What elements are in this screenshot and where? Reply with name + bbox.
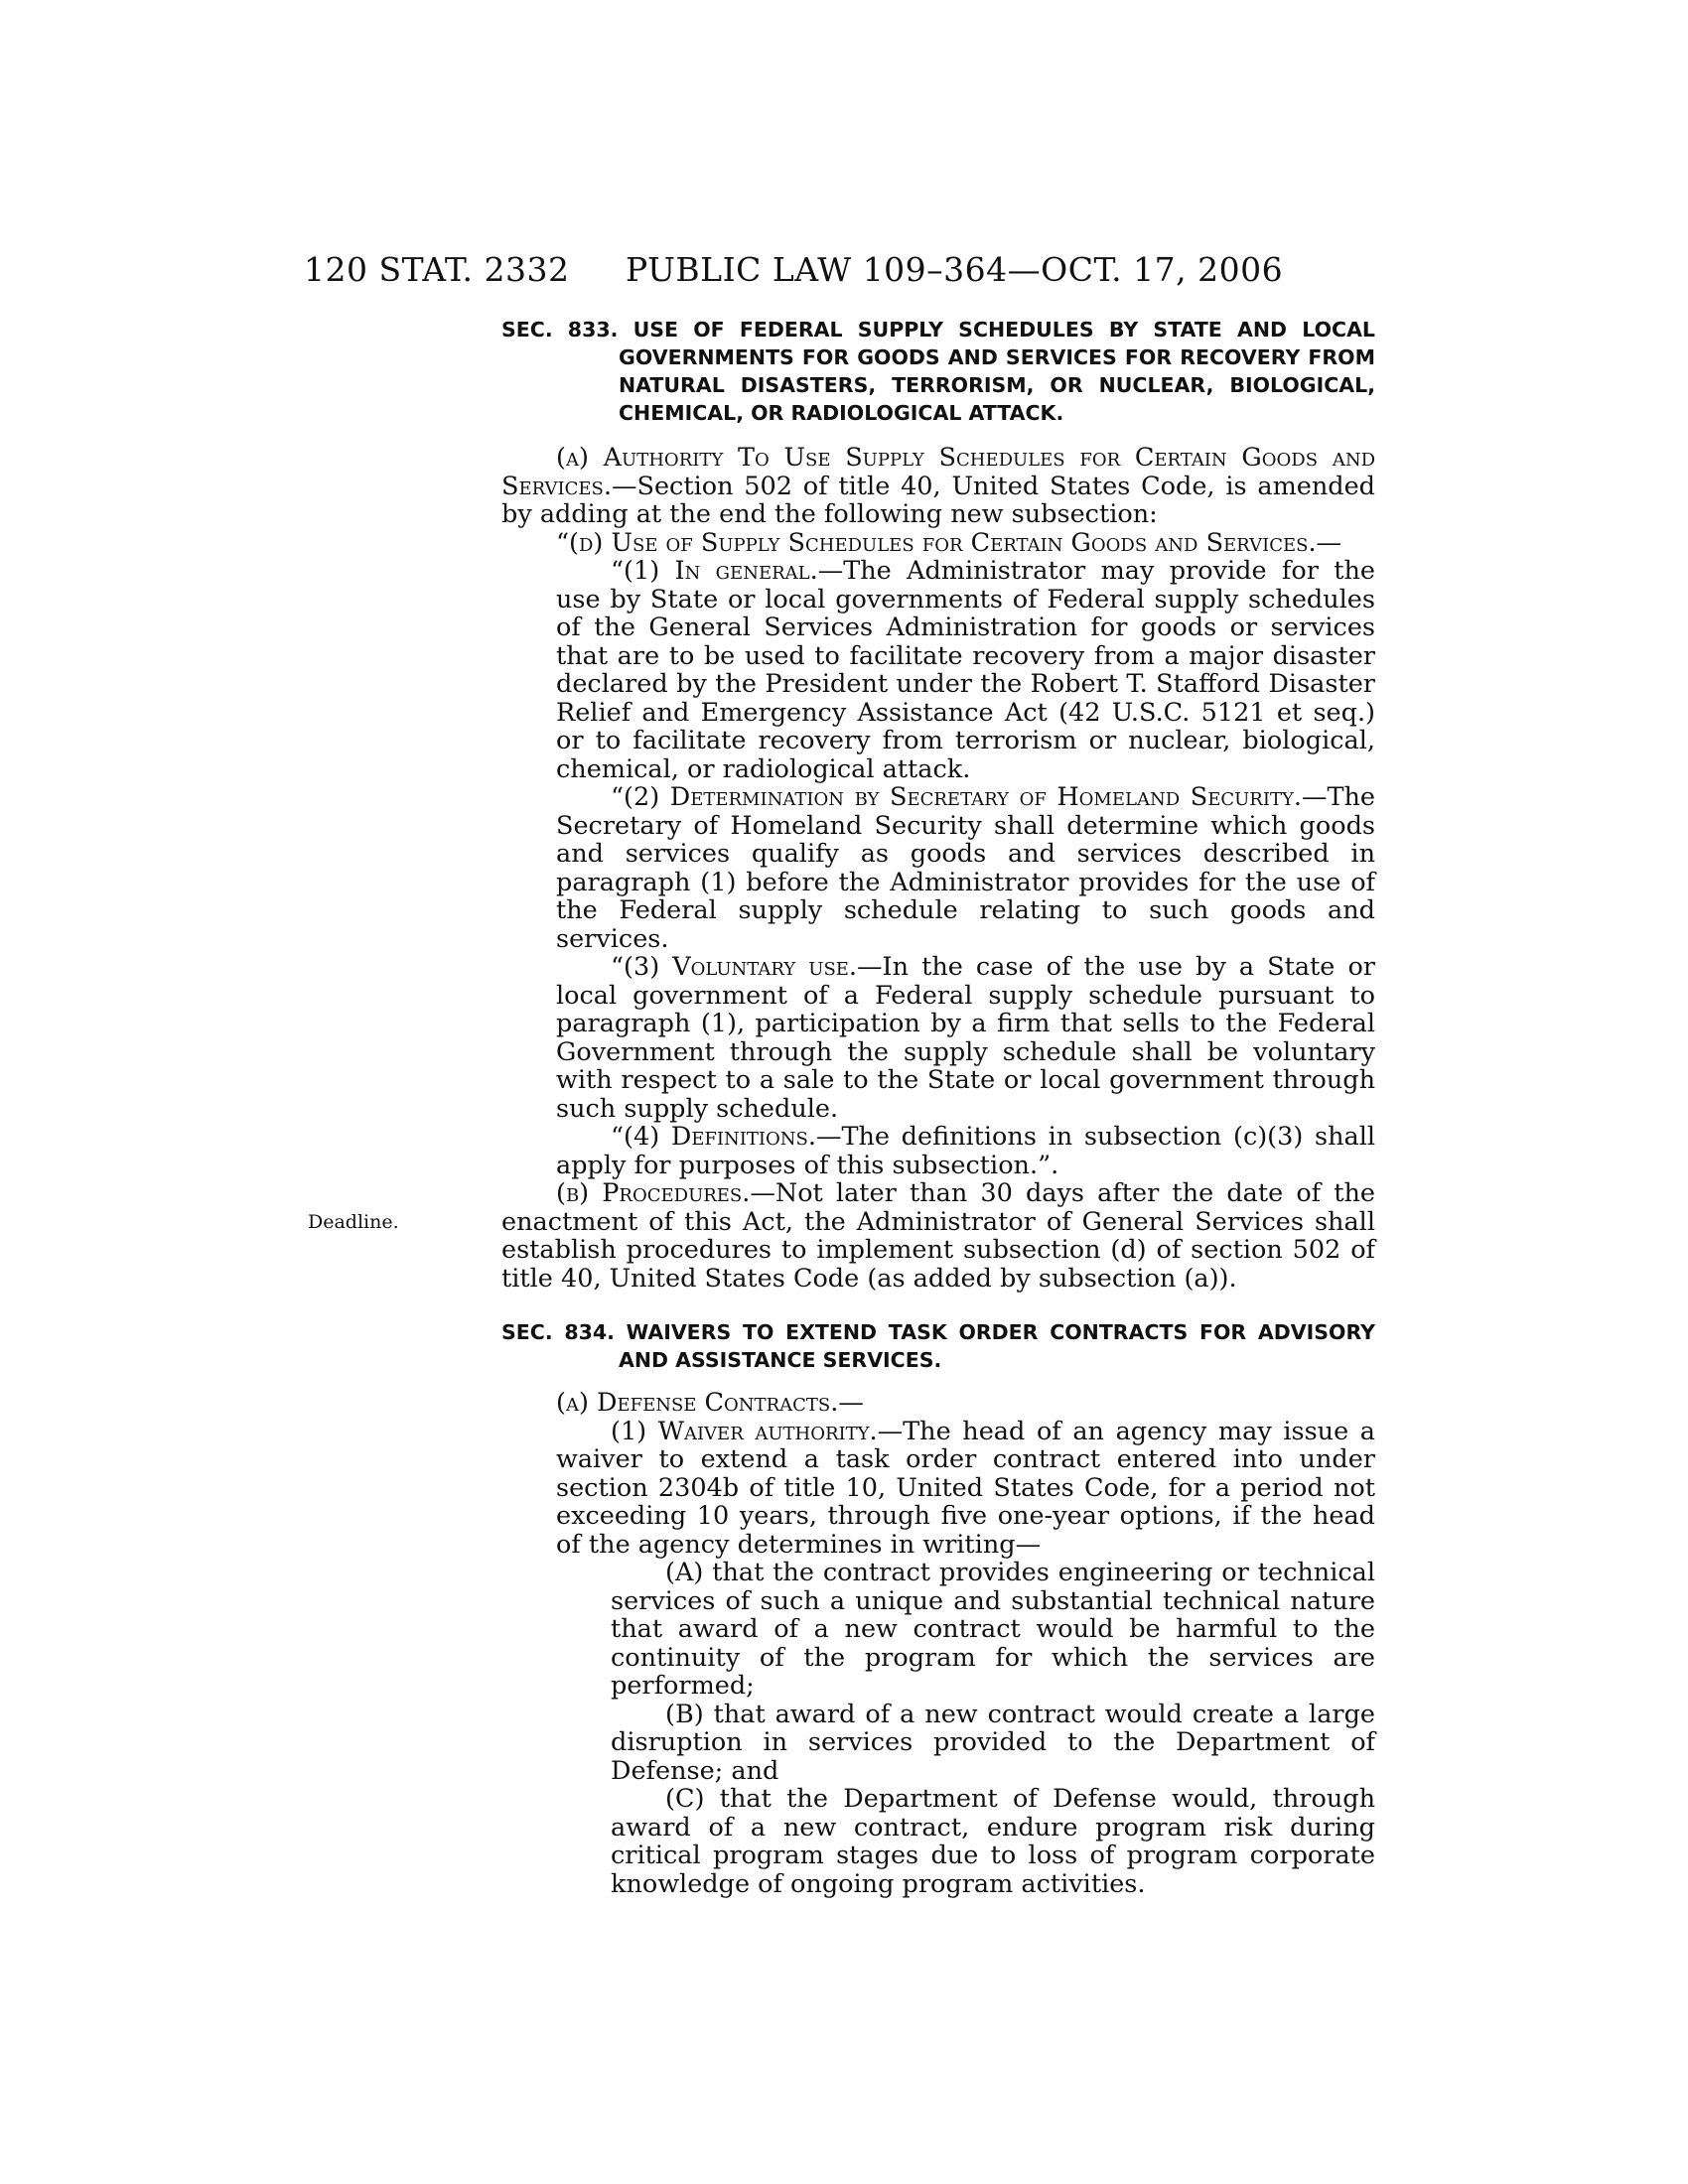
subsection-a-defense-contracts: [501, 1389, 1375, 1418]
paragraph-1-text: —The Administrator may provide for the use by State or local governments of Federal supply schedules of the General Services Administration for goods or services that are to be used to facilitate recovery from a major disaster declared by the President under the Robert T. Stafford Disaster Relief and Emergency Assistance Act (42 U.S.C. 5121 et seq.) or to facilitate recovery from terrorism or nuclear, biological, chemical, or radiological attack.: [556, 556, 1375, 784]
clause-A: (A) that the contract provides engineering or technical services of such a unique and substantial technical nature that award of a new contract would be harmful to the continuity of the program for which the services are performed;: [611, 1558, 1375, 1701]
subsection-d-caption: “(d) Use of Supply Schedules for Certain Goods and Services.: [556, 527, 1317, 558]
paragraph-4-definitions: [501, 1123, 1375, 1179]
paragraph-4-caption: “(4) Definitions.: [611, 1122, 816, 1152]
clause-C: (C) that the Department of Defense would, through award of a new contract, endure program risk during critical program stages due to loss of program corporate knowledge of ongoing program activities.: [611, 1784, 1375, 1899]
subsection-d-text: —: [1316, 527, 1342, 558]
waiver-authority-text: —The head of an agency may issue a waiver to extend a task order contract entered into under section 2304b of title 10, United States Code, for a period not exceeding 10 years, through five one-year options, if the head of the agency determines in writing—: [556, 1416, 1375, 1560]
waiver-authority-caption: (1) Waiver authority.: [611, 1416, 878, 1446]
subsection-b-caption: (b) Procedures.: [556, 1178, 751, 1208]
paragraph-1-caption: “(1) In general.: [611, 556, 818, 586]
paragraph-3-voluntary-use: [501, 953, 1375, 1123]
section-834-heading: SEC. 834. WAIVERS TO EXTEND TASK ORDER CONTRACTS FOR ADVISORY AND ASSISTANCE SERVICES.: [501, 1320, 1375, 1372]
section-833-heading: SEC. 833. USE OF FEDERAL SUPPLY SCHEDULES BY STATE AND LOCAL GOVERNMENTS FOR GOODS AND SERVICES FOR RECOVERY FROM NATURAL DISASTERS, TERRORISM, OR NUCLEAR, BIOLOGICAL, CHEMICAL, OR RADIOLOGICAL ATTACK.: [501, 318, 1375, 425]
paragraph-3-caption: “(3) Voluntary use.: [611, 952, 858, 982]
defense-contracts-caption: (a) Defense Contracts.: [556, 1388, 839, 1418]
section-833: [501, 316, 1375, 1293]
paragraph-2-text: —The Secretary of Homeland Security shall determine which goods and services qualify as goods and services described in paragraph (1) before the Administrator provides for the use of the Federal supply schedule relating to such goods and services.: [556, 782, 1375, 954]
margin-note-deadline: Deadline.: [308, 1211, 399, 1233]
subsection-a-authority: [501, 444, 1375, 529]
defense-contracts-text: —: [838, 1388, 864, 1418]
subsection-a-caption: (a) Authority To Use Supply Schedules for Certain Goods and Services.: [501, 443, 1375, 501]
public-law-title: PUBLIC LAW 109–364—OCT. 17, 2006: [626, 250, 1284, 289]
paragraph-2-caption: “(2) Determination by Secretary of Homeland Security.: [611, 782, 1302, 812]
section-834: [501, 1318, 1375, 1898]
paragraph-2-determination: [501, 783, 1375, 953]
paragraph-4-text: —The definitions in subsection (c)(3) shall apply for purposes of this subsection.”.: [556, 1122, 1376, 1180]
subsection-b-procedures: [501, 1179, 1375, 1293]
paragraph-1-in-general: [501, 557, 1375, 783]
paragraph-1-waiver-authority: [501, 1418, 1375, 1560]
page-header: [0, 250, 1688, 290]
subsection-b-text: —Not later than 30 days after the date of the enactment of this Act, the Administrator of General Services shall establish procedures to implement subsection (d) of section 502 of title 40, United States Code (as added by subsection (a)).: [501, 1178, 1376, 1294]
paragraph-3-text: —In the case of the use by a State or local government of a Federal supply schedule pursuant to paragraph (1), participation by a firm that sells to the Federal Government through the supply schedule shall be voluntary with respect to a sale to the State or local government through such supply schedule.: [556, 952, 1375, 1124]
stat-page-number: 120 STAT. 2332: [304, 250, 570, 289]
subsection-a-text: —Section 502 of title 40, United States Code, is amended by adding at the end the following new subsection:: [501, 471, 1375, 529]
clause-B: (B) that award of a new contract would create a large disruption in services provided to the Department of Defense; and: [611, 1699, 1375, 1786]
subsection-d-heading: [501, 529, 1375, 558]
